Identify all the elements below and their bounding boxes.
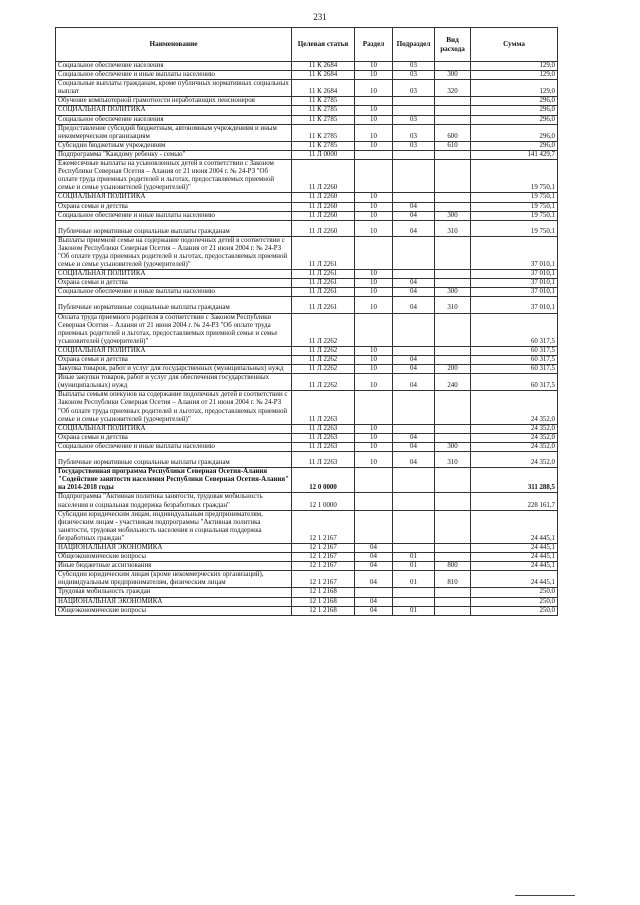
table-row bbox=[56, 62, 558, 71]
row-sum: 37 010,1 bbox=[471, 297, 558, 313]
row-subsection bbox=[393, 270, 435, 279]
table-row bbox=[56, 236, 558, 269]
row-exp-type bbox=[435, 510, 471, 543]
row-sum: 250,0 bbox=[471, 606, 558, 615]
row-subsection: 03 bbox=[393, 141, 435, 150]
table-row bbox=[56, 141, 558, 150]
header-sum: Сумма bbox=[471, 28, 558, 62]
row-sum: 296,0 bbox=[471, 97, 558, 106]
row-exp-type bbox=[435, 597, 471, 606]
row-section: 10 bbox=[355, 297, 393, 313]
table-row bbox=[56, 220, 558, 236]
table-row bbox=[56, 493, 558, 510]
page-number: 231 bbox=[313, 12, 327, 22]
row-sum: 19 750,1 bbox=[471, 211, 558, 220]
row-section bbox=[355, 493, 393, 510]
row-subsection: 01 bbox=[393, 571, 435, 588]
row-target: 11 Л 2260 bbox=[292, 160, 355, 193]
row-section bbox=[355, 150, 393, 159]
row-target: 11 К 2684 bbox=[292, 62, 355, 71]
row-target: 11 Л 2262 bbox=[292, 374, 355, 391]
row-name: НАЦИОНАЛЬНАЯ ЭКОНОМИКА bbox=[56, 597, 292, 606]
row-name: Предоставление субсидий бюджетным, автономным учреждениям и иным некоммерческим организациям bbox=[56, 124, 292, 141]
row-section: 10 bbox=[355, 71, 393, 80]
row-target: 11 Л 2263 bbox=[292, 442, 355, 451]
row-section bbox=[355, 313, 393, 346]
row-sum: 37 010,1 bbox=[471, 279, 558, 288]
row-name: НАЦИОНАЛЬНАЯ ЭКОНОМИКА bbox=[56, 543, 292, 552]
row-name: Охрана семьи и детства bbox=[56, 356, 292, 365]
row-sum: 24 352,0 bbox=[471, 442, 558, 451]
row-sum: 24 352,0 bbox=[471, 452, 558, 468]
row-section: 10 bbox=[355, 80, 393, 97]
row-name: Подпрограмма "Каждому ребенку - семью" bbox=[56, 150, 292, 159]
row-section bbox=[355, 510, 393, 543]
row-sum: 296,0 bbox=[471, 106, 558, 115]
row-target: 11 К 2785 bbox=[292, 97, 355, 106]
row-section: 04 bbox=[355, 597, 393, 606]
row-subsection bbox=[393, 391, 435, 424]
row-section: 10 bbox=[355, 365, 393, 374]
row-sum: 24 445,1 bbox=[471, 553, 558, 562]
row-name: Субсидии юридическим лицам, индивидуальным предпринимателям, физическим лицам - участникам подпрограммы "Активная политика занятости, трудовая мобильность населения и социальная поддержка безработных граждан" bbox=[56, 510, 292, 543]
row-sum: 129,0 bbox=[471, 80, 558, 97]
row-subsection: 04 bbox=[393, 288, 435, 297]
row-sum: 24 352,0 bbox=[471, 424, 558, 433]
row-exp-type: 300 bbox=[435, 442, 471, 451]
row-section: 10 bbox=[355, 433, 393, 442]
table-row bbox=[56, 543, 558, 552]
table-row bbox=[56, 510, 558, 543]
table-row bbox=[56, 279, 558, 288]
row-target: 11 Л 2261 bbox=[292, 288, 355, 297]
row-name: Подпрограмма "Активная политика занятости, трудовая мобильность населения и социальная поддержка безработных граждан" bbox=[56, 493, 292, 510]
row-subsection: 04 bbox=[393, 452, 435, 468]
row-subsection: 04 bbox=[393, 279, 435, 288]
row-sum: 60 317,5 bbox=[471, 365, 558, 374]
table-row bbox=[56, 297, 558, 313]
row-exp-type bbox=[435, 424, 471, 433]
row-name: Ежемесячные выплаты на усыновленных детей в соответствии с Законом Республики Северная Осетия – Алания от 21 июня 2004 г. № 24-РЗ "Об оплате труда приемных родителей и льготах, предоставляемых приемной семье и семье усыновителей (удочерителей)" bbox=[56, 160, 292, 193]
row-name: Социальное обеспечение и иные выплаты населению bbox=[56, 211, 292, 220]
row-subsection bbox=[393, 236, 435, 269]
row-exp-type bbox=[435, 391, 471, 424]
row-subsection: 04 bbox=[393, 202, 435, 211]
row-sum: 60 317,5 bbox=[471, 346, 558, 355]
row-section: 04 bbox=[355, 543, 393, 552]
row-name: СОЦИАЛЬНАЯ ПОЛИТИКА bbox=[56, 424, 292, 433]
row-subsection: 04 bbox=[393, 442, 435, 451]
row-sum: 129,0 bbox=[471, 62, 558, 71]
row-target: 11 Л 2261 bbox=[292, 236, 355, 269]
row-section: 10 bbox=[355, 374, 393, 391]
row-name: Публичные нормативные социальные выплаты гражданам bbox=[56, 297, 292, 313]
row-name: Социальные выплаты гражданам, кроме публичных нормативных социальных выплат bbox=[56, 80, 292, 97]
row-name: Иные закупки товаров, работ и услуг для обеспечения государственных (муниципальных) нужд bbox=[56, 374, 292, 391]
row-target: 12 1 2168 bbox=[292, 597, 355, 606]
row-section: 04 bbox=[355, 606, 393, 615]
row-section bbox=[355, 97, 393, 106]
row-target: 11 К 2785 bbox=[292, 141, 355, 150]
table-row bbox=[56, 202, 558, 211]
row-target: 12 1 2167 bbox=[292, 571, 355, 588]
row-exp-type bbox=[435, 279, 471, 288]
row-sum: 37 010,1 bbox=[471, 236, 558, 269]
row-exp-type: 310 bbox=[435, 297, 471, 313]
row-subsection: 04 bbox=[393, 365, 435, 374]
table-row bbox=[56, 597, 558, 606]
row-subsection: 04 bbox=[393, 374, 435, 391]
row-sum: 311 288,5 bbox=[471, 468, 558, 493]
row-section: 10 bbox=[355, 452, 393, 468]
row-sum: 250,0 bbox=[471, 597, 558, 606]
row-exp-type: 300 bbox=[435, 211, 471, 220]
row-target: 11 Л 2263 bbox=[292, 391, 355, 424]
table-row bbox=[56, 97, 558, 106]
table-row bbox=[56, 150, 558, 159]
row-subsection bbox=[393, 510, 435, 543]
row-sum: 296,0 bbox=[471, 124, 558, 141]
row-subsection: 04 bbox=[393, 433, 435, 442]
row-subsection bbox=[393, 597, 435, 606]
table-row bbox=[56, 374, 558, 391]
header-exp-type: Вид расхода bbox=[435, 28, 471, 62]
row-subsection bbox=[393, 424, 435, 433]
row-sum: 24 445,1 bbox=[471, 571, 558, 588]
row-target: 11 Л 2261 bbox=[292, 297, 355, 313]
table-row bbox=[56, 71, 558, 80]
row-sum: 24 352,0 bbox=[471, 391, 558, 424]
row-name: СОЦИАЛЬНАЯ ПОЛИТИКА bbox=[56, 270, 292, 279]
row-exp-type bbox=[435, 236, 471, 269]
row-subsection bbox=[393, 468, 435, 493]
row-subsection bbox=[393, 160, 435, 193]
row-target: 12 1 0000 bbox=[292, 493, 355, 510]
row-target: 12 1 2167 bbox=[292, 562, 355, 571]
row-exp-type: 310 bbox=[435, 452, 471, 468]
table-row bbox=[56, 588, 558, 597]
row-section: 10 bbox=[355, 193, 393, 202]
row-sum: 250,0 bbox=[471, 588, 558, 597]
row-sum: 24 445,1 bbox=[471, 562, 558, 571]
row-exp-type bbox=[435, 193, 471, 202]
row-target: 11 Л 2261 bbox=[292, 279, 355, 288]
row-exp-type: 320 bbox=[435, 80, 471, 97]
table-body bbox=[56, 62, 558, 616]
row-exp-type bbox=[435, 493, 471, 510]
row-section bbox=[355, 236, 393, 269]
row-exp-type: 600 bbox=[435, 124, 471, 141]
row-name: Общеэкономические вопросы bbox=[56, 553, 292, 562]
row-exp-type bbox=[435, 553, 471, 562]
row-exp-type bbox=[435, 106, 471, 115]
table-row bbox=[56, 562, 558, 571]
table-row bbox=[56, 468, 558, 493]
row-subsection bbox=[393, 543, 435, 552]
row-section: 10 bbox=[355, 202, 393, 211]
row-target: 12 1 2167 bbox=[292, 510, 355, 543]
row-section: 10 bbox=[355, 424, 393, 433]
row-subsection bbox=[393, 313, 435, 346]
row-name: Оплата труда приемного родителя в соответствии с Законом Республики Северная Осетия – Алания от 21 июня 2004 г. № 24-РЗ "Об оплате труда приемных родителей и льготах, предоставляемых приемной семье и семье усыновителей (удочерителей)" bbox=[56, 313, 292, 346]
table-row bbox=[56, 193, 558, 202]
row-section: 10 bbox=[355, 346, 393, 355]
row-sum: 60 317,5 bbox=[471, 356, 558, 365]
row-name: Охрана семьи и детства bbox=[56, 202, 292, 211]
table-row bbox=[56, 313, 558, 346]
row-name: Субсидии бюджетным учреждениям bbox=[56, 141, 292, 150]
table-row bbox=[56, 346, 558, 355]
row-target: 11 Л 2263 bbox=[292, 433, 355, 442]
row-sum: 228 161,7 bbox=[471, 493, 558, 510]
row-sum: 24 445,1 bbox=[471, 510, 558, 543]
row-exp-type bbox=[435, 356, 471, 365]
row-sum: 141 429,7 bbox=[471, 150, 558, 159]
table-row bbox=[56, 442, 558, 451]
row-subsection bbox=[393, 150, 435, 159]
row-exp-type: 310 bbox=[435, 220, 471, 236]
row-name: Публичные нормативные социальные выплаты гражданам bbox=[56, 220, 292, 236]
row-section: 10 bbox=[355, 141, 393, 150]
row-exp-type bbox=[435, 606, 471, 615]
table-row bbox=[56, 452, 558, 468]
row-name: Обучение компьютерной грамотности неработающих пенсионеров bbox=[56, 97, 292, 106]
row-target: 11 Л 2263 bbox=[292, 452, 355, 468]
header-subsection: Подраздел bbox=[393, 28, 435, 62]
table-row bbox=[56, 571, 558, 588]
row-name: Трудовая мобильность граждан bbox=[56, 588, 292, 597]
row-sum: 37 010,1 bbox=[471, 288, 558, 297]
row-target: 11 Л 0000 bbox=[292, 150, 355, 159]
row-subsection: 04 bbox=[393, 211, 435, 220]
row-exp-type bbox=[435, 62, 471, 71]
row-section: 10 bbox=[355, 279, 393, 288]
row-sum: 60 317,5 bbox=[471, 374, 558, 391]
row-name: Закупка товаров, работ и услуг для государственных (муниципальных) нужд bbox=[56, 365, 292, 374]
row-subsection bbox=[393, 97, 435, 106]
table-row bbox=[56, 270, 558, 279]
row-exp-type bbox=[435, 543, 471, 552]
header-row bbox=[56, 28, 558, 62]
row-exp-type: 800 bbox=[435, 562, 471, 571]
row-sum: 24 352,0 bbox=[471, 433, 558, 442]
row-exp-type: 300 bbox=[435, 288, 471, 297]
row-name: Выплаты приемной семье на содержание подопечных детей в соответствии с Законом Республики Северная Осетия – Алания от 21 июня 2004 г. № 24-РЗ "Об оплате труда приемных родителей и льготах, предоставляемых приемной семье и семье усыновителей (удочерителей)" bbox=[56, 236, 292, 269]
row-subsection: 03 bbox=[393, 115, 435, 124]
row-section: 04 bbox=[355, 553, 393, 562]
row-exp-type bbox=[435, 160, 471, 193]
table-row bbox=[56, 115, 558, 124]
row-exp-type bbox=[435, 97, 471, 106]
row-name: Иные бюджетные ассигнования bbox=[56, 562, 292, 571]
row-target: 11 Л 2262 bbox=[292, 313, 355, 346]
table-row bbox=[56, 391, 558, 424]
row-section: 10 bbox=[355, 288, 393, 297]
row-target: 12 1 2167 bbox=[292, 553, 355, 562]
row-exp-type bbox=[435, 346, 471, 355]
row-section bbox=[355, 588, 393, 597]
row-subsection bbox=[393, 588, 435, 597]
row-sum: 296,0 bbox=[471, 115, 558, 124]
row-section: 10 bbox=[355, 356, 393, 365]
row-section: 10 bbox=[355, 124, 393, 141]
table-row bbox=[56, 424, 558, 433]
table-row bbox=[56, 160, 558, 193]
row-name: Охрана семьи и детства bbox=[56, 433, 292, 442]
row-exp-type bbox=[435, 313, 471, 346]
row-target: 12 1 2168 bbox=[292, 606, 355, 615]
row-subsection: 01 bbox=[393, 562, 435, 571]
row-subsection bbox=[393, 493, 435, 510]
header-section: Раздел bbox=[355, 28, 393, 62]
row-section: 10 bbox=[355, 270, 393, 279]
table-row bbox=[56, 365, 558, 374]
row-exp-type: 610 bbox=[435, 141, 471, 150]
row-exp-type bbox=[435, 468, 471, 493]
header-target: Целевая статья bbox=[292, 28, 355, 62]
table-row bbox=[56, 433, 558, 442]
row-exp-type bbox=[435, 433, 471, 442]
row-sum: 129,0 bbox=[471, 71, 558, 80]
row-sum: 37 010,1 bbox=[471, 270, 558, 279]
row-target: 11 Л 2260 bbox=[292, 202, 355, 211]
row-name: Публичные нормативные социальные выплаты гражданам bbox=[56, 452, 292, 468]
row-exp-type bbox=[435, 202, 471, 211]
row-target: 11 К 2785 bbox=[292, 115, 355, 124]
row-name: Социальное обеспечение населения bbox=[56, 62, 292, 71]
table-row bbox=[56, 356, 558, 365]
row-section: 04 bbox=[355, 571, 393, 588]
row-section: 10 bbox=[355, 106, 393, 115]
row-subsection bbox=[393, 193, 435, 202]
row-section bbox=[355, 160, 393, 193]
row-section bbox=[355, 391, 393, 424]
row-name: Общеэкономические вопросы bbox=[56, 606, 292, 615]
row-name: Выплаты семьям опекунов на содержание подопечных детей в соответствии с Законом Республики Северная Осетия – Алания от 21 июня 2004 г. № 24-РЗ "Об оплате труда приемных родителей и льготах, предоставляемых приемной семье и семье усыновителей (удочерителей)" bbox=[56, 391, 292, 424]
row-subsection: 04 bbox=[393, 297, 435, 313]
row-section: 10 bbox=[355, 62, 393, 71]
table-row bbox=[56, 106, 558, 115]
row-exp-type: 200 bbox=[435, 365, 471, 374]
row-name: Государственная программа Республики Северная Осетия-Алания "Содействие занятости населения Республики Северная Осетия-Алания" на 2014-2018 годы bbox=[56, 468, 292, 493]
table-row bbox=[56, 288, 558, 297]
table-row bbox=[56, 553, 558, 562]
row-subsection: 01 bbox=[393, 606, 435, 615]
row-section bbox=[355, 468, 393, 493]
row-target: 12 0 0000 bbox=[292, 468, 355, 493]
row-subsection bbox=[393, 346, 435, 355]
row-target: 12 1 2168 bbox=[292, 588, 355, 597]
row-target: 12 1 2167 bbox=[292, 543, 355, 552]
row-sum: 296,0 bbox=[471, 141, 558, 150]
row-sum: 60 317,5 bbox=[471, 313, 558, 346]
row-name: Социальное обеспечение и иные выплаты населению bbox=[56, 71, 292, 80]
row-subsection: 04 bbox=[393, 356, 435, 365]
row-sum: 19 750,1 bbox=[471, 193, 558, 202]
table-row bbox=[56, 80, 558, 97]
row-exp-type bbox=[435, 150, 471, 159]
row-exp-type bbox=[435, 270, 471, 279]
row-subsection: 03 bbox=[393, 62, 435, 71]
row-section: 10 bbox=[355, 211, 393, 220]
row-name: СОЦИАЛЬНАЯ ПОЛИТИКА bbox=[56, 346, 292, 355]
row-name: Субсидии юридическим лицам (кроме некоммерческих организаций), индивидуальным предпринимателям, физическим лицам bbox=[56, 571, 292, 588]
row-subsection: 03 bbox=[393, 71, 435, 80]
row-target: 11 Л 2262 bbox=[292, 365, 355, 374]
row-subsection bbox=[393, 106, 435, 115]
row-section: 10 bbox=[355, 220, 393, 236]
row-target: 11 Л 2260 bbox=[292, 193, 355, 202]
row-target: 11 К 2684 bbox=[292, 80, 355, 97]
row-sum: 19 750,1 bbox=[471, 220, 558, 236]
row-sum: 19 750,1 bbox=[471, 202, 558, 211]
row-target: 11 К 2785 bbox=[292, 106, 355, 115]
row-section: 10 bbox=[355, 442, 393, 451]
row-target: 11 Л 2262 bbox=[292, 356, 355, 365]
row-name: СОЦИАЛЬНАЯ ПОЛИТИКА bbox=[56, 106, 292, 115]
row-target: 11 Л 2262 bbox=[292, 346, 355, 355]
row-subsection: 01 bbox=[393, 553, 435, 562]
row-sum: 24 445,1 bbox=[471, 543, 558, 552]
footer-rule bbox=[515, 895, 575, 896]
row-subsection: 04 bbox=[393, 220, 435, 236]
row-section: 04 bbox=[355, 562, 393, 571]
row-target: 11 Л 2260 bbox=[292, 211, 355, 220]
row-target: 11 Л 2261 bbox=[292, 270, 355, 279]
row-name: Социальное обеспечение и иные выплаты населению bbox=[56, 442, 292, 451]
row-name: Социальное обеспечение населения bbox=[56, 115, 292, 124]
row-sum: 19 750,1 bbox=[471, 160, 558, 193]
row-subsection: 03 bbox=[393, 124, 435, 141]
row-target: 11 К 2785 bbox=[292, 124, 355, 141]
row-exp-type: 810 bbox=[435, 571, 471, 588]
row-name: СОЦИАЛЬНАЯ ПОЛИТИКА bbox=[56, 193, 292, 202]
row-exp-type: 240 bbox=[435, 374, 471, 391]
table-row bbox=[56, 606, 558, 615]
row-subsection: 03 bbox=[393, 80, 435, 97]
row-name: Социальное обеспечение и иные выплаты населению bbox=[56, 288, 292, 297]
table-row bbox=[56, 124, 558, 141]
row-target: 11 К 2684 bbox=[292, 71, 355, 80]
row-name: Охрана семьи и детства bbox=[56, 279, 292, 288]
table-row bbox=[56, 211, 558, 220]
row-target: 11 Л 2260 bbox=[292, 220, 355, 236]
row-exp-type bbox=[435, 115, 471, 124]
row-section: 10 bbox=[355, 115, 393, 124]
row-exp-type: 300 bbox=[435, 71, 471, 80]
header-name: Наименование bbox=[56, 28, 292, 62]
budget-table bbox=[55, 27, 558, 616]
row-target: 11 Л 2263 bbox=[292, 424, 355, 433]
row-exp-type bbox=[435, 588, 471, 597]
